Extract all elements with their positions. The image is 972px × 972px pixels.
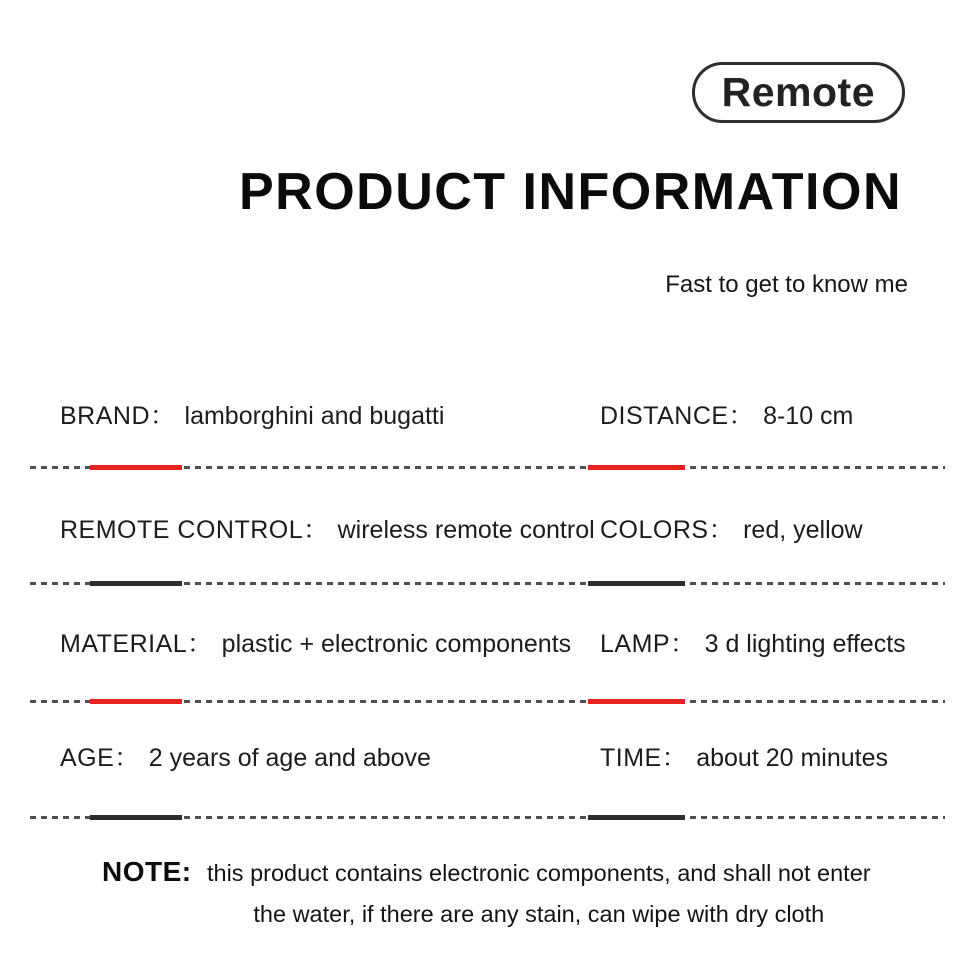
divider-row-4 (30, 816, 945, 819)
spec-label-distance: DISTANCE： (600, 402, 755, 430)
spec-row-remote-colors (60, 515, 942, 545)
spec-label-material: MATERIAL： (60, 630, 213, 658)
divider-accent-left (90, 815, 182, 820)
divider-accent-right (588, 465, 685, 470)
page-title: PRODUCT INFORMATION (238, 163, 902, 221)
spec-value-material: plastic + electronic components (221, 630, 572, 658)
divider-accent-left (90, 699, 182, 704)
divider-row-2 (30, 582, 945, 585)
remote-badge-label: Remote (721, 69, 875, 115)
spec-value-brand: lamborghini and bugatti (184, 402, 445, 430)
spec-value-age: 2 years of age and above (148, 744, 431, 772)
spec-row-brand-distance (60, 401, 942, 431)
spec-cell-time (600, 743, 942, 773)
note-label: NOTE: (102, 856, 192, 887)
spec-cell-remote-control (60, 515, 600, 545)
spec-cell-distance (600, 401, 942, 431)
spec-value-lamp: 3 d lighting effects (704, 630, 906, 658)
spec-cell-brand (60, 401, 600, 431)
spec-label-time: TIME： (600, 744, 688, 772)
divider-accent-right (588, 699, 685, 704)
spec-label-remote-control: REMOTE CONTROL： (60, 516, 329, 544)
spec-cell-material (60, 629, 600, 659)
spec-label-colors: COLORS： (600, 516, 735, 544)
spec-row-material-lamp (60, 629, 942, 659)
spec-value-remote-control: wireless remote control (337, 516, 595, 544)
spec-value-time: about 20 minutes (696, 744, 889, 772)
divider-row-3 (30, 700, 945, 703)
note-text (202, 853, 876, 935)
divider-accent-left (90, 465, 182, 470)
spec-cell-age (60, 743, 600, 773)
divider-accent-left (90, 581, 182, 586)
spec-value-colors: red, yellow (743, 516, 863, 544)
spec-cell-lamp (600, 629, 942, 659)
spec-label-age: AGE： (60, 744, 140, 772)
page-subtitle: Fast to get to know me (665, 271, 908, 298)
spec-row-age-time (60, 743, 942, 773)
note-section (102, 853, 876, 935)
note-line-2: the water, if there are any stain, can wipe with dry cloth (253, 901, 825, 927)
spec-label-brand: BRAND： (60, 402, 176, 430)
note-line-1: this product contains electronic components, and shall not enter (206, 860, 871, 886)
divider-accent-right (588, 581, 685, 586)
divider-row-1 (30, 466, 945, 469)
divider-accent-right (588, 815, 685, 820)
spec-cell-colors (600, 515, 942, 545)
spec-value-distance: 8-10 cm (763, 402, 854, 430)
spec-label-lamp: LAMP： (600, 630, 696, 658)
remote-badge (692, 62, 905, 123)
